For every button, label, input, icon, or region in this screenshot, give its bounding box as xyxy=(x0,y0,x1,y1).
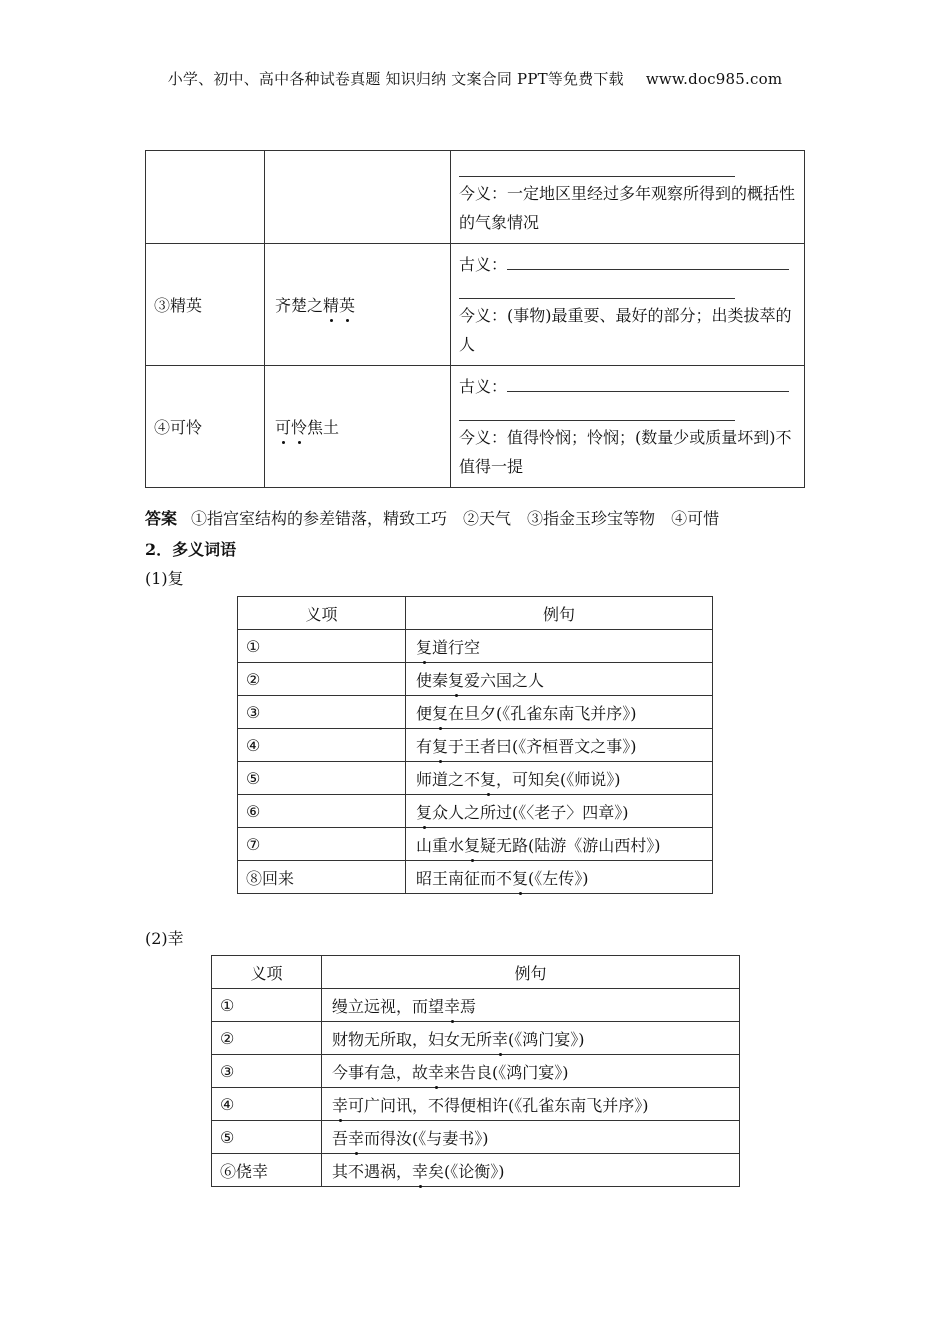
word-cell: ③精英 xyxy=(146,244,265,366)
gu-label: 古义： xyxy=(459,377,508,396)
example-cell xyxy=(265,244,451,366)
yixiang-cell: ④ xyxy=(212,1088,322,1121)
answer-blank xyxy=(507,375,789,392)
table-row xyxy=(238,696,713,729)
liju-cell: 今事有急，故幸来告良(《鸿门宴》) xyxy=(322,1055,740,1088)
table-row xyxy=(238,663,713,696)
liju-cell: 使秦复爱六国之人 xyxy=(406,663,713,696)
liju-cell: 山重水复疑无路(陆游《游山西村》) xyxy=(406,828,713,861)
dotted-char: 可 xyxy=(275,415,291,438)
gu-meaning xyxy=(459,377,789,396)
meaning-cell xyxy=(451,366,805,488)
yixiang-cell: ② xyxy=(238,663,406,696)
table-row xyxy=(238,795,713,828)
answer-label: 答案 xyxy=(145,509,178,528)
jin-meaning: 今义：(事物)最重要、最好的部分；出类拔萃的人 xyxy=(459,306,792,354)
word-cell: ④可怜 xyxy=(146,366,265,488)
table-row xyxy=(212,1055,740,1088)
section-title: 2．多义词语 xyxy=(145,540,237,559)
liju-cell: 便复在旦夕(《孔雀东南飞并序》) xyxy=(406,696,713,729)
table-row xyxy=(238,729,713,762)
liju-cell: 缦立远视，而望幸焉 xyxy=(322,989,740,1022)
page-header xyxy=(0,68,950,89)
liju-cell: 复道行空 xyxy=(406,630,713,663)
dotted-char: 英 xyxy=(339,293,355,316)
answer-item: ①指宫室结构的参差错落，精致工巧 xyxy=(191,509,448,528)
answer-blank xyxy=(459,279,796,301)
header-liju: 例句 xyxy=(406,597,713,630)
yixiang-cell: ② xyxy=(212,1022,322,1055)
table-row xyxy=(146,366,805,488)
table-row xyxy=(212,1121,740,1154)
table-header-row xyxy=(212,956,740,989)
yixiang-cell: ⑤ xyxy=(212,1121,322,1154)
header-url: www.doc985.com xyxy=(645,70,783,88)
yixiang-cell: ① xyxy=(212,989,322,1022)
yixiang-cell: ⑧回来 xyxy=(238,861,406,894)
table-row xyxy=(146,151,805,244)
yixiang-cell: ⑥ xyxy=(238,795,406,828)
answer-blank xyxy=(459,157,796,179)
meaning-cell xyxy=(451,151,805,244)
table-row xyxy=(238,828,713,861)
yixiang-cell: ① xyxy=(238,630,406,663)
subsection-title-xing: (2)幸 xyxy=(145,929,184,948)
answer-item: ②天气 xyxy=(463,509,512,528)
table-header-row xyxy=(238,597,713,630)
gu-label: 古义： xyxy=(459,255,508,274)
meaning-cell xyxy=(451,244,805,366)
yixiang-cell: ③ xyxy=(238,696,406,729)
answer-item: ③指金玉珍宝等物 xyxy=(527,509,656,528)
liju-cell: 有复于王者曰(《齐桓晋文之事》) xyxy=(406,729,713,762)
gujin-table xyxy=(145,150,805,488)
word-cell xyxy=(146,151,265,244)
example-text: 焦土 xyxy=(307,418,340,437)
jin-meaning: 今义：一定地区里经过多年观察所得到的概括性的气象情况 xyxy=(459,184,796,232)
xing-table xyxy=(211,955,740,1187)
liju-cell: 财物无所取，妇女无所幸(《鸿门宴》) xyxy=(322,1022,740,1055)
table-row xyxy=(238,861,713,894)
answer-item: ④可惜 xyxy=(671,509,720,528)
yixiang-cell: ⑤ xyxy=(238,762,406,795)
table-row xyxy=(238,762,713,795)
liju-cell: 幸可广问讯，不得便相许(《孔雀东南飞并序》) xyxy=(322,1088,740,1121)
liju-cell: 吾幸而得汝(《与妻书》) xyxy=(322,1121,740,1154)
yixiang-cell: ⑦ xyxy=(238,828,406,861)
answer-blank xyxy=(459,401,796,423)
table-row xyxy=(212,1088,740,1121)
table-row xyxy=(238,630,713,663)
subsection-title-fu: (1)复 xyxy=(145,569,184,588)
table-row xyxy=(212,1022,740,1055)
header-liju: 例句 xyxy=(322,956,740,989)
example-text: 齐楚之 xyxy=(275,296,324,315)
yixiang-cell: ④ xyxy=(238,729,406,762)
answer-blank xyxy=(507,253,789,270)
table-row xyxy=(212,1154,740,1187)
gu-meaning xyxy=(459,255,789,274)
header-yixiang: 义项 xyxy=(238,597,406,630)
example-cell xyxy=(265,151,451,244)
answer-line xyxy=(145,506,735,529)
jin-meaning: 今义：值得怜悯；怜悯；(数量少或质量坏到)不值得一提 xyxy=(459,428,792,476)
example-cell xyxy=(265,366,451,488)
yixiang-cell: ⑥侥幸 xyxy=(212,1154,322,1187)
dotted-char: 怜 xyxy=(291,415,307,438)
liju-cell: 师道之不复，可知矣(《师说》) xyxy=(406,762,713,795)
fu-table xyxy=(237,596,713,894)
dotted-char: 精 xyxy=(323,293,339,316)
liju-cell: 昭王南征而不复(《左传》) xyxy=(406,861,713,894)
header-text: 小学、初中、高中各种试卷真题 知识归纳 文案合同 PPT等免费下载 xyxy=(167,70,624,88)
table-row xyxy=(212,989,740,1022)
table-row xyxy=(146,244,805,366)
liju-cell: 其不遇祸，幸矣(《论衡》) xyxy=(322,1154,740,1187)
yixiang-cell: ③ xyxy=(212,1055,322,1088)
liju-cell: 复众人之所过(《〈老子〉四章》) xyxy=(406,795,713,828)
header-yixiang: 义项 xyxy=(212,956,322,989)
